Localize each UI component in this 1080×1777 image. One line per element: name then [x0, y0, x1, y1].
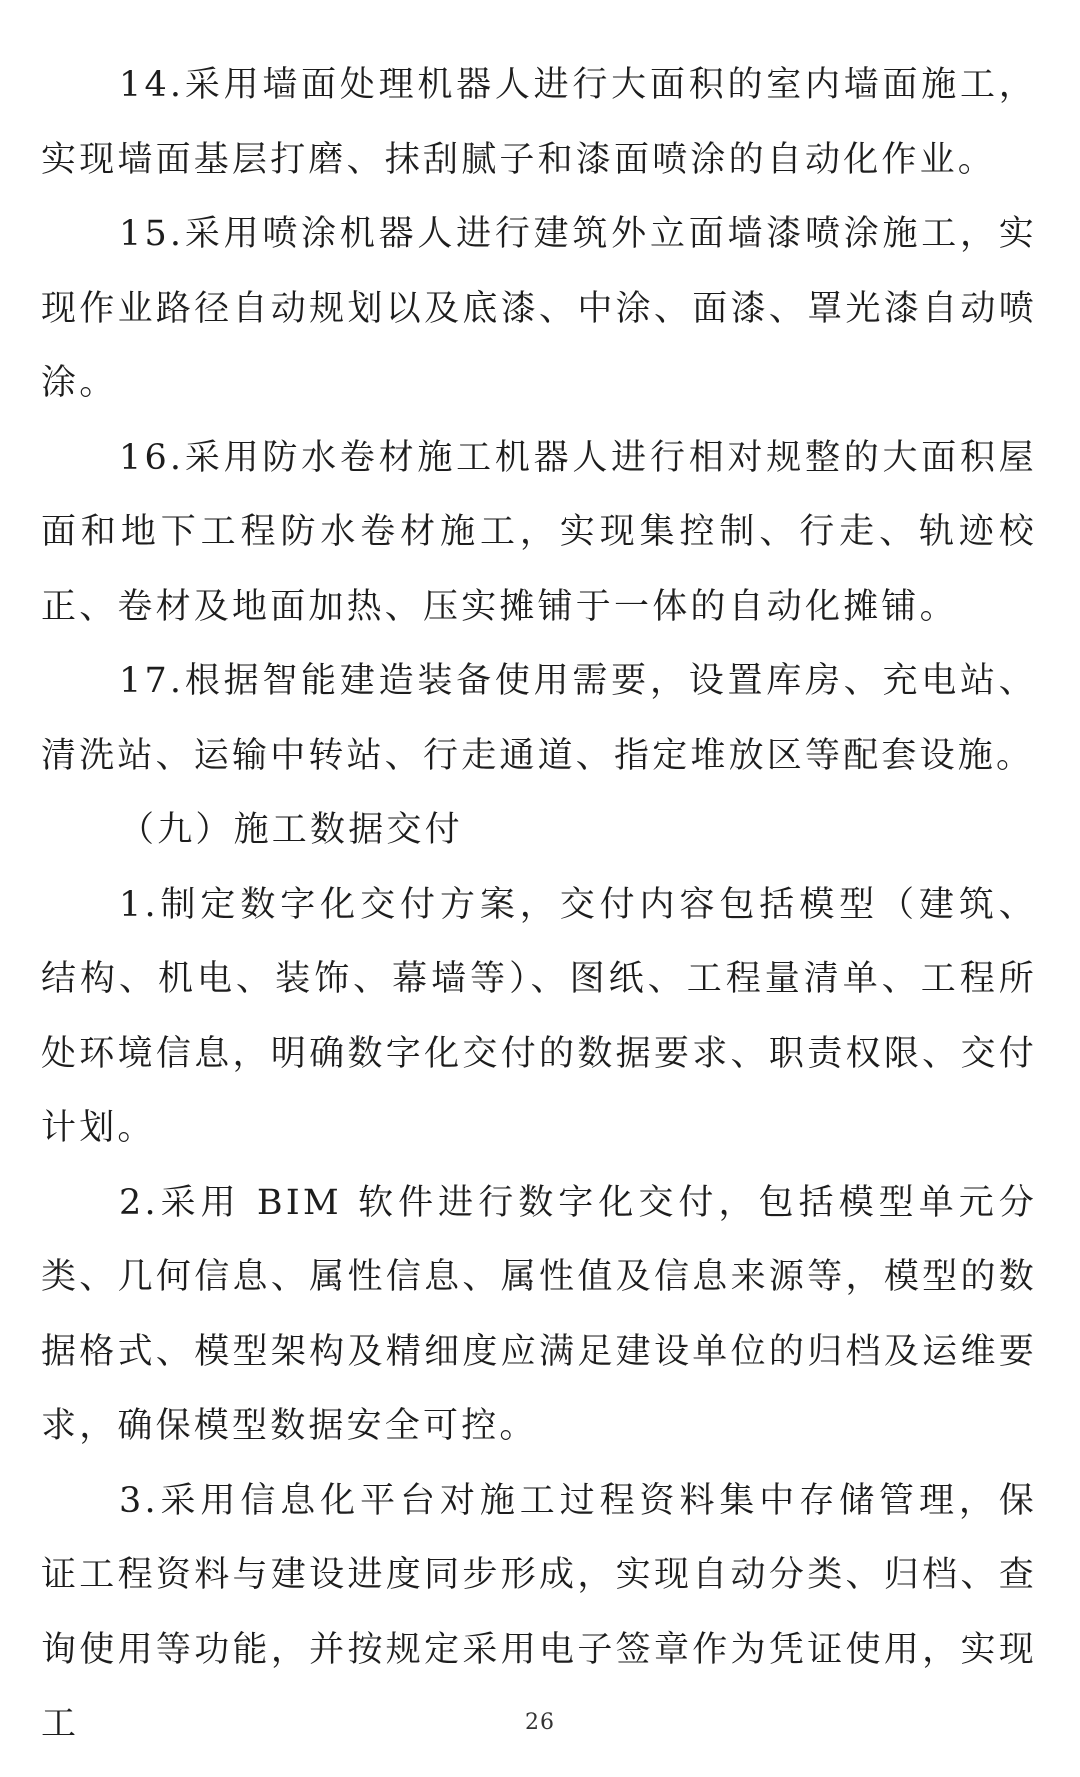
- paragraph-item-17: 17.根据智能建造装备使用需要，设置库房、充电站、清洗站、运输中转站、行走通道、指定堆放区等配套设施。: [41, 661, 1037, 776]
- section-paragraph-2: 2.采用 BIM 软件进行数字化交付，包括模型单元分类、几何信息、属性信息、属性值及信息来源等，模型的数据格式、模型架构及精细度应满足建设单位的归档及运维要求，确保模型数据安全可控。: [41, 1182, 1037, 1446]
- paragraph-item-15: 15.采用喷涂机器人进行建筑外立面墙漆喷涂施工，实现作业路径自动规划以及底漆、中涂、面漆、罩光漆自动喷涂。: [41, 214, 1037, 403]
- paragraph-item-16: 16.采用防水卷材施工机器人进行相对规整的大面积屋面和地下工程防水卷材施工，实现集控制、行走、轨迹校正、卷材及地面加热、压实摊铺于一体的自动化摊铺。: [41, 437, 1037, 627]
- section-paragraph-3: 3.采用信息化平台对施工过程资料集中存储管理，保证工程资料与建设进度同步形成，实现自动分类、归档、查询使用等功能，并按规定采用电子签章作为凭证使用，实现工: [41, 1480, 1037, 1744]
- document-body: [41, 48, 1037, 1762]
- paragraph-item-14: 14.采用墙面处理机器人进行大面积的室内墙面施工，实现墙面基层打磨、抹刮腻子和漆面喷涂的自动化作业。: [41, 65, 1037, 180]
- section-heading: （九）施工数据交付: [119, 810, 463, 850]
- page-number: 26: [525, 1710, 555, 1735]
- section-paragraph-1: 1.制定数字化交付方案，交付内容包括模型（建筑、结构、机电、装饰、幕墙等）、图纸、工程量清单、工程所处环境信息，明确数字化交付的数据要求、职责权限、交付计划。: [41, 884, 1037, 1148]
